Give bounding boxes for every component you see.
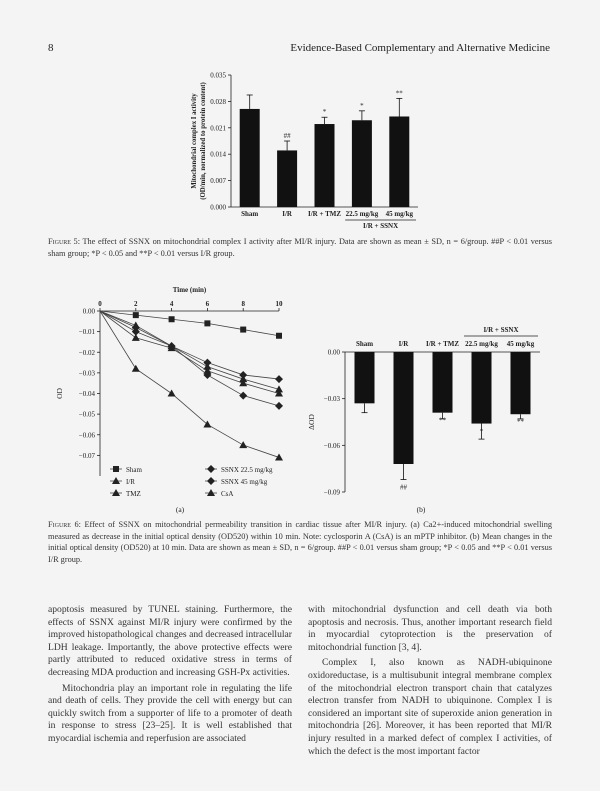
legend-label: CsA	[221, 490, 234, 498]
body-column-right	[308, 604, 552, 761]
data-point	[239, 441, 247, 448]
y-tick-label: −0.02	[78, 348, 95, 357]
journal-title: Evidence-Based Complementary and Alternative Medicine	[290, 42, 550, 54]
x-tick-label: 8	[241, 300, 245, 308]
bar	[433, 352, 453, 413]
y-tick-label: −0.09	[323, 488, 340, 497]
x-tick-label: I/R	[398, 340, 409, 348]
y-tick-label: −0.05	[78, 410, 95, 419]
data-point	[204, 320, 210, 326]
x-tick-label: I/R + TMZ	[307, 210, 342, 218]
figure6-caption-label: Figure 6:	[48, 520, 81, 529]
significance-mark: ##	[283, 132, 291, 140]
figure6-caption	[48, 519, 552, 565]
group-label: I/R + SSNX	[483, 326, 519, 334]
y-tick-label: 0.000	[210, 203, 226, 212]
group-label: I/R + SSNX	[363, 222, 399, 230]
data-point	[169, 316, 175, 322]
significance-mark: **	[439, 416, 446, 425]
x-tick-label: I/R	[282, 210, 292, 218]
bar	[394, 352, 414, 464]
series-line	[100, 311, 279, 389]
legend-label: I/R	[126, 478, 135, 486]
legend-marker	[112, 477, 120, 484]
x-tick-label: 10	[275, 300, 283, 308]
y-tick-label: −0.06	[323, 441, 340, 450]
x-tick-label: 45 mg/kg	[506, 340, 535, 348]
body-paragraph: with mitochondrial dysfunction and cell death via both apoptosis and necrosis. Thus, another important research field in myocardial cytoprotection is the preservation of mitochondrial function [3, 4].	[308, 604, 552, 653]
y-axis-label: ΔOD	[307, 414, 316, 430]
legend-label: Sham	[126, 466, 142, 474]
panel-b-label: (b)	[416, 505, 426, 514]
y-tick-label: 0.035	[210, 71, 226, 80]
series-line	[100, 311, 279, 406]
legend-marker	[207, 489, 215, 496]
x-tick-label: 2	[134, 300, 138, 308]
body-paragraph: apoptosis measured by TUNEL staining. Furthermore, the effects of SSNX against MI/R injury were confirmed by the improved histopathological changes and decreased intracellular LDH leakage. Importantly, the above protective effects were partly attributed to reduced oxidative stress in terms of decreasing MDA production and increasing GSH-Px activities.	[48, 604, 292, 678]
page-number: 8	[48, 42, 54, 54]
x-tick-label: 22.5 mg/kg	[465, 340, 498, 348]
body-paragraph: Mitochondria play an important role in regulating the life and death of cells. They provide the cell with energy but can quickly switch from a supporter of life to a promoter of death in response to stress [23–25]. It is well established that myocardial ischemia and reperfusion are associated	[48, 682, 292, 744]
data-point	[132, 321, 140, 328]
bar	[472, 352, 492, 424]
x-tick-label: Sham	[241, 210, 259, 218]
y-tick-label: 0.014	[210, 150, 226, 159]
y-tick-label: 0.028	[210, 97, 226, 106]
data-point	[168, 390, 176, 397]
y-tick-label: 0.007	[210, 177, 226, 186]
x-tick-label: 45 mg/kg	[385, 210, 414, 218]
x-tick-label: I/R + TMZ	[425, 340, 460, 348]
figure5-caption-label: Figure 5:	[48, 237, 80, 246]
data-point	[203, 420, 211, 427]
data-point	[275, 453, 283, 460]
significance-mark: **	[517, 418, 524, 427]
data-point	[239, 392, 247, 400]
data-point	[275, 375, 283, 383]
bar	[355, 352, 375, 403]
legend-label: SSNX 45 mg/kg	[221, 478, 268, 486]
legend-label: SSNX 22.5 mg/kg	[221, 466, 273, 474]
x-axis-label: Time (min)	[172, 286, 207, 294]
data-point	[133, 312, 139, 318]
data-point	[275, 402, 283, 410]
significance-mark: *	[360, 101, 364, 110]
body-column-left	[48, 604, 292, 749]
y-axis-label: (OD/min, normalized to protein content)	[200, 82, 207, 200]
legend-marker	[207, 465, 215, 473]
y-tick-label: −0.07	[78, 451, 95, 460]
bar	[511, 352, 531, 414]
data-point	[132, 365, 140, 372]
legend-marker	[207, 477, 215, 485]
y-tick-label: −0.01	[78, 328, 95, 337]
x-tick-label: 4	[169, 300, 174, 308]
y-axis-label: Mitochondrial complex I activity	[191, 93, 198, 189]
significance-mark: **	[395, 89, 403, 98]
significance-mark: *	[479, 427, 484, 436]
legend-marker	[113, 466, 119, 472]
legend-marker	[112, 489, 120, 496]
y-tick-label: −0.03	[78, 369, 95, 378]
y-axis-label: OD	[55, 388, 64, 399]
significance-mark: ##	[400, 483, 407, 492]
panel-a-label: (a)	[175, 505, 185, 514]
y-tick-label: 0.021	[210, 124, 226, 133]
figure5-caption-text: The effect of SSNX on mitochondrial complex I activity after MI/R injury. Data are shown as mean ± SD, n = 6/group. ##P < 0.01 versus sham group; *P < 0.05 and **P < 0.01 versus I/R group.	[48, 237, 552, 258]
x-tick-label: Sham	[355, 340, 374, 348]
figure6-caption-text: Effect of SSNX on mitochondrial permeability transition in cardiac tissue after MI/R injury. (a) Ca2+-induced mitochondrial swelling measured as decrease in the initial optical density (OD520) within 10 min. Note: cyclosporin A (CsA) is an mPTP inhibitor. (b) Mean changes in the initial optical density (OD520) at 10 min. Data are shown as mean ± SD, n = 6/group. ##P < 0.01 versus sham group; *P < 0.05 and **P < 0.01 versus I/R group.	[48, 520, 552, 564]
y-tick-label: −0.06	[78, 431, 95, 440]
series-line	[100, 311, 279, 457]
body-paragraph: Complex I, also known as NADH-ubiquinone oxidoreductase, is a multisubunit integral membrane complex of the mitochondrial electron transport chain that catalyzes electron transfer from NADH to ubiquinone. Complex I is considered an important site of superoxide anion generation in mitochondria [26]. Moreover, it has been reported that MI/R injury resulted in a marked defect of complex I activities, of which the defect is the most important factor	[308, 657, 552, 757]
legend-label: TMZ	[126, 490, 141, 498]
x-tick-label: 0	[98, 300, 102, 308]
y-tick-label: 0.00	[82, 307, 95, 316]
x-tick-label: 6	[205, 300, 210, 308]
y-tick-label: 0.00	[327, 348, 340, 357]
y-tick-label: −0.04	[78, 390, 95, 398]
data-point	[276, 333, 282, 339]
data-point	[240, 327, 246, 333]
x-tick-label: 22.5 mg/kg	[345, 210, 379, 218]
significance-mark: *	[322, 108, 327, 117]
y-tick-label: −0.03	[323, 395, 340, 404]
